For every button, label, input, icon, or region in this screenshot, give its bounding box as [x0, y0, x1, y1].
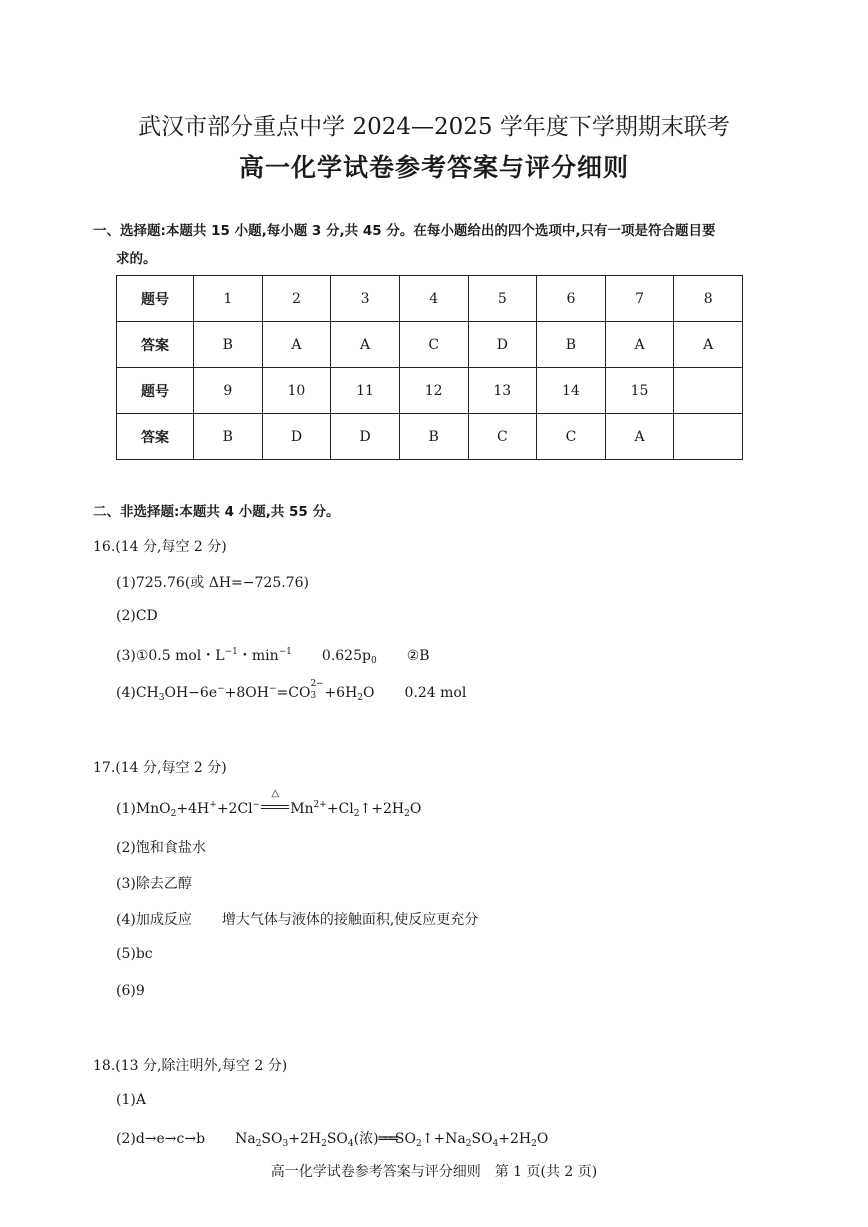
q16-a3-rate: (3)①0.5 mol・L — [116, 648, 225, 664]
q16-a3-sup2: −1 — [278, 647, 292, 657]
q18-answer-1: (1)A — [116, 1092, 146, 1108]
q17-a1-p1: + — [209, 800, 217, 810]
page-footer: 高一化学试卷参考答案与评分细则 第 1 页(共 2 页) — [270, 1164, 598, 1180]
table-cell: D — [262, 414, 331, 460]
table-cell: 14 — [537, 368, 606, 414]
equals-sign-icon — [261, 805, 289, 809]
row-header-question: 题号 — [117, 276, 194, 322]
q18-a2-t1: Na — [235, 1131, 256, 1147]
q17-a1-t4: Mn — [290, 801, 314, 817]
q18-a2-s3: 2 — [321, 1139, 327, 1149]
table-cell: 3 — [331, 276, 400, 322]
equals-sign-icon: ═══ — [378, 1131, 395, 1147]
q17-answer-1 — [116, 788, 422, 819]
table-cell: C — [468, 414, 537, 460]
q16-a4-p1: − — [217, 684, 225, 694]
table-cell: A — [605, 322, 674, 368]
document-title: 武汉市部分重点中学 2024—2025 学年度下学期期末联考 — [138, 114, 730, 140]
section1-heading: 一、选择题:本题共 15 小题,每小题 3 分,共 45 分。在每小题给出的四个选项中,只有一项是符合题目要 — [93, 223, 716, 239]
answer-table — [116, 275, 743, 460]
q16-a3-sup1: −1 — [224, 647, 238, 657]
q16-a3-part2: ②B — [406, 648, 430, 664]
q18-a2-s2: 3 — [282, 1139, 289, 1149]
gas-arrow-icon: ↑ — [359, 801, 372, 817]
q18-title: 18.(13 分,除注明外,每空 2 分) — [93, 1058, 288, 1074]
q16-answer-3 — [116, 645, 430, 666]
q16-a4-co3-scripts — [310, 679, 324, 701]
q16-answer-1: (1)725.76(或 ΔH=−725.76) — [116, 575, 309, 591]
q18-a2-t4: SO — [326, 1131, 348, 1147]
heat-triangle-icon: △ — [271, 788, 280, 799]
q17-answer-4 — [116, 909, 478, 929]
q18-a2-order: (2)d→e→c→b — [116, 1131, 206, 1147]
q16-a3-p-sub: 0 — [370, 656, 377, 666]
q16-answer-2: (2)CD — [116, 608, 158, 624]
table-cell: A — [262, 322, 331, 368]
row-header-answer: 答案 — [117, 414, 194, 460]
table-row-answers-1 — [117, 322, 743, 368]
table-cell: 4 — [399, 276, 468, 322]
table-cell: 11 — [331, 368, 400, 414]
q17-answer-5: (5)bc — [116, 946, 153, 962]
table-cell: A — [674, 322, 743, 368]
table-cell: 13 — [468, 368, 537, 414]
q18-a2-s6: 2 — [465, 1139, 472, 1149]
q16-a4-p3: 2− — [310, 679, 324, 689]
table-cell: C — [537, 414, 606, 460]
q16-a4-t4: =CO — [276, 685, 311, 701]
table-cell: 9 — [194, 368, 263, 414]
table-cell: B — [194, 322, 263, 368]
table-cell: 5 — [468, 276, 537, 322]
table-cell: 6 — [537, 276, 606, 322]
section2-heading: 二、非选择题:本题共 4 小题,共 55 分。 — [93, 504, 340, 520]
q16-a3-mid: ・min — [237, 648, 279, 664]
q17-a4-part1: (4)加成反应 — [116, 912, 192, 928]
q17-a1-t5: +Cl — [326, 801, 354, 817]
q17-a4-part2: 增大气体与液体的接触面积,使反应更充分 — [221, 912, 479, 928]
q18-a2-s4: 4 — [347, 1139, 354, 1149]
q16-title: 16.(14 分,每空 2 分) — [93, 539, 227, 555]
q17-title: 17.(14 分,每空 2 分) — [93, 760, 227, 776]
q18-a2-t5: (浓) — [353, 1131, 379, 1147]
gas-arrow-icon: ↑ — [421, 1131, 434, 1147]
table-cell: B — [537, 322, 606, 368]
q16-a4-s1: 3 — [158, 693, 165, 703]
table-cell: 8 — [674, 276, 743, 322]
q17-a1-t2: +4H — [176, 801, 210, 817]
q16-a3-pressure: 0.625p — [321, 648, 371, 664]
q18-a2-s5: 2 — [415, 1139, 422, 1149]
q18-a2-t6: SO — [394, 1131, 416, 1147]
table-cell: B — [194, 414, 263, 460]
q16-answer-4 — [116, 679, 467, 703]
table-cell: A — [331, 322, 400, 368]
q17-a1-s2: 2 — [353, 809, 360, 819]
q17-a1-t6: +2H — [371, 801, 405, 817]
q18-a2-t9: +2H — [498, 1131, 532, 1147]
row-header-question: 题号 — [117, 368, 194, 414]
q16-a4-t2: OH−6e — [164, 685, 218, 701]
table-cell: D — [468, 322, 537, 368]
q16-a4-t5: +6H — [324, 685, 358, 701]
table-cell: C — [399, 322, 468, 368]
document-subtitle: 高一化学试卷参考答案与评分细则 — [238, 153, 629, 182]
q16-a4-s2: 3 — [310, 691, 317, 701]
q16-a4-t3: +8OH — [224, 685, 269, 701]
q17-a1-s3: 2 — [404, 809, 410, 819]
q17-answer-2: (2)饱和食盐水 — [116, 840, 206, 856]
q18-answer-2 — [116, 1128, 548, 1149]
table-cell: 2 — [262, 276, 331, 322]
table-cell: 12 — [399, 368, 468, 414]
q17-a1-t7: O — [409, 801, 422, 817]
q16-a4-t6: O — [363, 685, 375, 701]
table-cell: A — [605, 414, 674, 460]
q18-a2-s8: 2 — [531, 1139, 537, 1149]
q17-a1-t3: +2Cl — [216, 801, 253, 817]
table-cell — [674, 368, 743, 414]
q18-a2-t3: +2H — [288, 1131, 322, 1147]
q17-a1-s1: 2 — [170, 809, 177, 819]
table-row-questions-1 — [117, 276, 743, 322]
table-cell: 1 — [194, 276, 263, 322]
table-cell: 10 — [262, 368, 331, 414]
q18-a2-s7: 4 — [492, 1139, 499, 1149]
q17-a1-heat-equals — [260, 788, 290, 817]
q16-a4-p2: − — [268, 684, 277, 694]
q18-a2-t10: O — [536, 1131, 549, 1147]
q18-a2-s1: 2 — [255, 1139, 262, 1149]
q17-a1-p2: − — [252, 800, 261, 810]
q17-answer-3: (3)除去乙醇 — [116, 876, 192, 892]
table-cell — [674, 414, 743, 460]
table-cell: B — [399, 414, 468, 460]
table-cell: 7 — [605, 276, 674, 322]
q18-a2-t7: +Na — [433, 1131, 466, 1147]
q18-a2-t2: SO — [261, 1131, 283, 1147]
q17-a1-p3: 2+ — [313, 800, 327, 810]
q16-a4-t1: (4)CH — [116, 685, 159, 701]
table-row-answers-2 — [117, 414, 743, 460]
q16-a4-s3: 2 — [357, 693, 364, 703]
section1-heading-cont: 求的。 — [116, 251, 157, 267]
row-header-answer: 答案 — [117, 322, 194, 368]
q18-a2-t8: SO — [471, 1131, 493, 1147]
q17-a1-t1: (1)MnO — [116, 801, 171, 817]
q16-a4-amount: 0.24 mol — [404, 685, 467, 701]
q17-answer-6: (6)9 — [116, 983, 145, 999]
table-cell: D — [331, 414, 400, 460]
table-row-questions-2 — [117, 368, 743, 414]
table-cell: 15 — [605, 368, 674, 414]
